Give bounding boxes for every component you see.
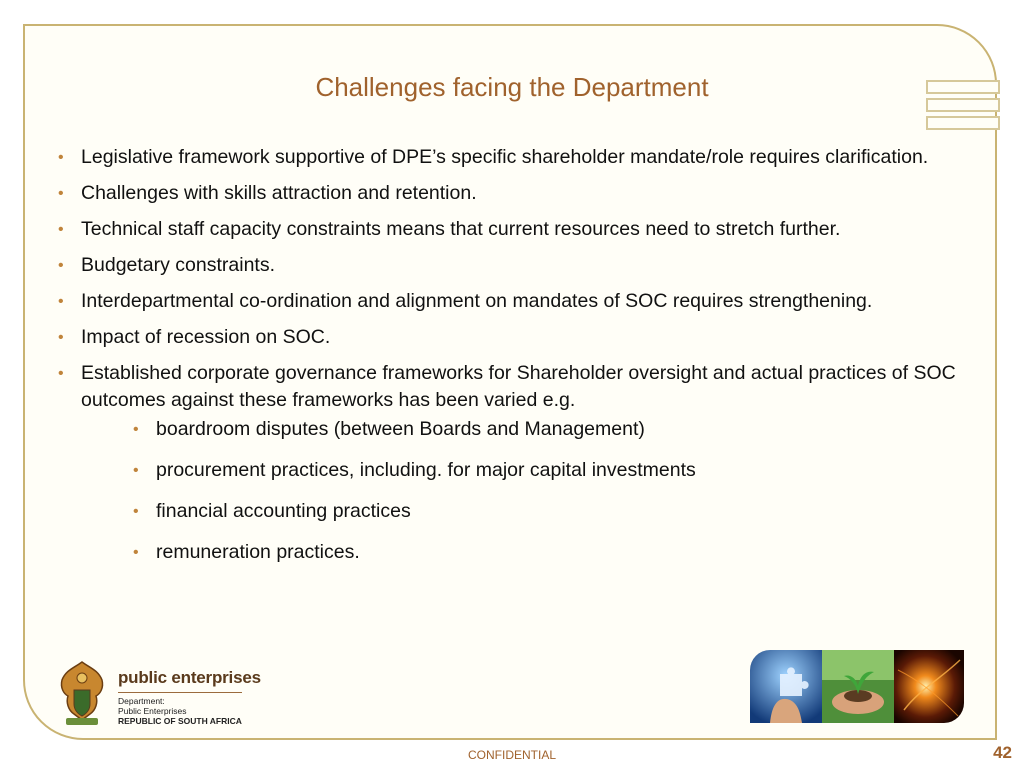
bullet-icon: • — [133, 462, 139, 479]
sub-bullet-list — [133, 416, 958, 566]
sub-bullet-text: financial accounting practices — [156, 500, 411, 522]
slide-title: Challenges facing the Department — [315, 72, 709, 102]
logo-line: Public Enterprises — [118, 706, 187, 716]
logo-country: REPUBLIC OF SOUTH AFRICA — [118, 716, 242, 726]
sub-bullet-text: remuneration practices. — [156, 541, 360, 563]
bullet-text: Impact of recession on SOC. — [81, 326, 331, 348]
bullet-icon: • — [58, 185, 64, 202]
bullet-icon: • — [58, 257, 64, 274]
sub-bullet-text: boardroom disputes (between Boards and Management) — [156, 418, 645, 440]
bullet-item — [58, 324, 958, 351]
bullet-text: Budgetary constraints. — [81, 254, 276, 276]
sub-bullet-item — [133, 539, 958, 566]
puzzle-hand-image — [750, 650, 822, 723]
sub-bullet-item — [133, 498, 958, 525]
bullet-icon: • — [58, 329, 64, 346]
bullet-item — [58, 288, 958, 315]
bullet-text: Technical staff capacity constraints means that current resources need to stretch further. — [81, 218, 841, 240]
department-logo — [56, 660, 266, 730]
footer-confidential: CONFIDENTIAL — [467, 748, 556, 762]
bullet-icon: • — [58, 293, 64, 310]
sub-bullet-item — [133, 416, 958, 443]
bullet-icon: • — [133, 503, 139, 520]
logo-divider — [118, 692, 242, 693]
page-number: 42 — [993, 743, 1012, 762]
logo-line: Department: — [118, 696, 165, 706]
bullet-item — [58, 216, 958, 243]
bullet-icon: • — [58, 365, 64, 382]
photo-strip — [750, 650, 964, 723]
bullet-icon: • — [133, 421, 139, 438]
bullet-icon: • — [58, 149, 64, 166]
bullet-item — [58, 144, 958, 171]
bullet-text: Challenges with skills attraction and retention. — [81, 182, 477, 204]
bullet-item — [58, 360, 958, 566]
coat-of-arms-icon — [56, 660, 108, 728]
sub-bullet-item — [133, 457, 958, 484]
seedling-hands-image — [822, 650, 894, 723]
sub-bullet-text: procurement practices, including. for major capital investments — [156, 459, 696, 481]
bullet-list — [58, 144, 958, 580]
bullet-text: Established corporate governance frameworks for Shareholder oversight and actual practices of SOC outcomes against these frameworks has been varied e.g. — [81, 362, 956, 411]
abstract-light-image — [894, 650, 964, 723]
bullet-icon: • — [133, 544, 139, 561]
bullet-text: Interdepartmental co-ordination and alignment on mandates of SOC requires strengthening. — [81, 290, 873, 312]
decorative-bar — [926, 116, 1000, 130]
bullet-item — [58, 252, 958, 279]
bullet-item — [58, 180, 958, 207]
logo-name: public enterprises — [118, 668, 261, 687]
bullet-icon: • — [58, 221, 64, 238]
logo-department-text — [118, 696, 242, 726]
bullet-text: Legislative framework supportive of DPE’s specific shareholder mandate/role requires clarification. — [81, 146, 929, 168]
